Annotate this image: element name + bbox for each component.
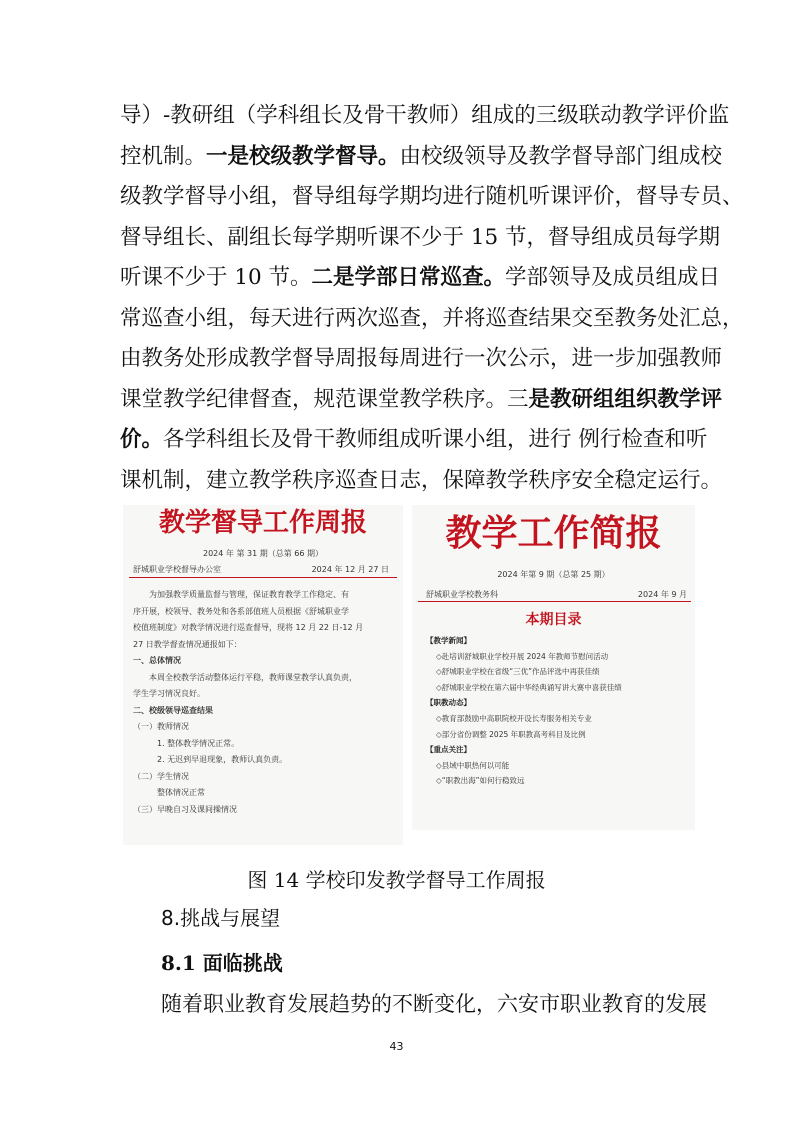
- paragraph-line: [120, 177, 744, 218]
- work-bulletin-title: 教学工作简报: [445, 513, 662, 554]
- text-run: 级教学督导小组，督导组每学期均进行随机听课评价，督导专员、: [120, 184, 744, 209]
- toc-section-head: 【教学新闻】: [426, 636, 471, 645]
- weekly-report-office: 舒城职业学校督导办公室: [133, 565, 221, 574]
- toc-item: ◇县域中职热何以可能: [436, 760, 510, 770]
- report-line: 二、校级领导巡查结果: [133, 705, 213, 715]
- section-heading: 8.挑战与展望: [161, 906, 281, 930]
- text-run: 控机制。: [120, 143, 207, 169]
- work-bulletin-issue: 2024 年第 9 期（总第 25 期）: [497, 570, 610, 579]
- paragraph-line: [120, 258, 721, 299]
- paragraph-line: [120, 380, 723, 421]
- report-line: 序开展，校领导、教务处和各系部值班人员根据《舒城职业学: [133, 606, 349, 616]
- body-paragraph: [120, 96, 744, 501]
- paragraph-line: [120, 461, 723, 502]
- figure-caption: 图 14 学校印发教学督导工作周报: [247, 868, 546, 892]
- bold-run: 价。: [120, 427, 164, 452]
- weekly-report-title: 教学督导工作周报: [158, 508, 367, 538]
- bold-run: 一是校级教学督导。: [206, 143, 400, 169]
- text-run: 听课不少于 10 节。: [120, 265, 312, 290]
- report-line: 校值班制度》对教学情况进行巡查督导，现将 12 月 22 日-12 月: [133, 623, 364, 632]
- paragraph-line: [120, 137, 723, 178]
- report-line: 1. 整体教学情况正常。: [157, 738, 240, 748]
- toc-item: ◇舒城职业学校在省级“三优”作品评选中再获佳绩: [436, 667, 600, 677]
- report-line: 一、总体情况: [133, 656, 181, 665]
- weekly-report-issue: 2024 年 第 31 期（总第 66 期）: [203, 549, 323, 558]
- report-line: （三）早晚自习及课间操情况: [133, 804, 237, 814]
- text-run: 导）-教研组（学科组长及骨干教师）组成的三级联动教学评价监: [120, 103, 730, 128]
- toc-item: ◇赴培训舒城职业学校开展 2024 年教师节慰问活动: [436, 651, 609, 661]
- text-run: 由教务处形成教学督导周报每周进行一次公示，进一步加强教师: [120, 346, 723, 371]
- toc-item: ◇“职教出海”如何行稳致远: [436, 776, 525, 786]
- toc-section-head: 【重点关注】: [426, 745, 471, 755]
- work-bulletin-toc-title: 本期目录: [525, 612, 582, 628]
- bold-run: 二是学部日常巡查。: [311, 265, 506, 290]
- report-line: 学生学习情况良好。: [133, 689, 205, 698]
- text-run: 各学科组长及骨干教师组成听课小组，进行 例行检查和听: [163, 427, 708, 452]
- work-bulletin-image: [412, 505, 695, 830]
- work-bulletin-unit: 舒城职业学校教务科: [426, 590, 498, 599]
- paragraph-line: [120, 218, 721, 259]
- text-run: 学部领导及成员组成日: [505, 265, 721, 290]
- page-number: 43: [389, 1040, 404, 1053]
- report-line: 27 日教学督查情况通报如下：: [133, 639, 242, 649]
- toc-item: ◇部分省份调整 2025 年职教高考科目及比例: [436, 729, 586, 739]
- subsection-heading: 8.1 面临挑战: [161, 951, 283, 975]
- text-run: 由校级领导及教学督导部门组成校: [399, 143, 723, 169]
- report-line: 为加强教学质量监督与管理，保证教育教学工作稳定、有: [149, 590, 349, 599]
- weekly-report-image: [123, 505, 403, 845]
- weekly-report-body: [133, 587, 398, 818]
- text-run: 常巡查小组，每天进行两次巡查，并将巡查结果交至教务处汇总，: [120, 305, 744, 331]
- toc-section-head: 【职教动态】: [426, 698, 471, 708]
- report-line: （二）学生情况: [133, 771, 189, 781]
- text-run: 课堂教学纪律督查，规范课堂教学秩序。三: [120, 386, 529, 412]
- text-run: 课机制，建立教学秩序巡查日志，保障教学秩序安全稳定运行。: [120, 467, 723, 493]
- weekly-report-date: 2024 年 12 月 27 日: [311, 565, 389, 574]
- toc-item: ◇舒城职业学校在第六届中华经典诵写讲大赛中喜获佳绩: [436, 682, 622, 692]
- toc-item: ◇教育部鼓励中高职院校开设长寿服务相关专业: [436, 713, 592, 723]
- weekly-report-divider: [129, 577, 397, 578]
- work-bulletin-date: 2024 年 9 月: [637, 590, 687, 599]
- bold-run: 是教研组组织教学评: [528, 386, 723, 412]
- body-text-line: 随着职业教育发展趋势的不断变化，六安市职业教育的发展: [161, 992, 707, 1016]
- report-line: 整体情况正常: [157, 788, 205, 797]
- paragraph-line: [120, 299, 744, 340]
- work-bulletin-divider: [418, 601, 691, 602]
- report-line: （一）教师情况: [133, 722, 189, 731]
- paragraph-line: [120, 339, 723, 380]
- report-line: 2. 无迟到早退现象，教师认真负责。: [157, 755, 288, 764]
- text-run: 督导组长、副组长每学期听课不少于 15 节，督导组成员每学期: [120, 224, 721, 250]
- report-line: 本周全校教学活动整体运行平稳，教师课堂教学认真负责，: [149, 672, 357, 682]
- work-bulletin-toc: [426, 633, 691, 789]
- paragraph-line: [120, 96, 730, 137]
- paragraph-line: [120, 420, 708, 461]
